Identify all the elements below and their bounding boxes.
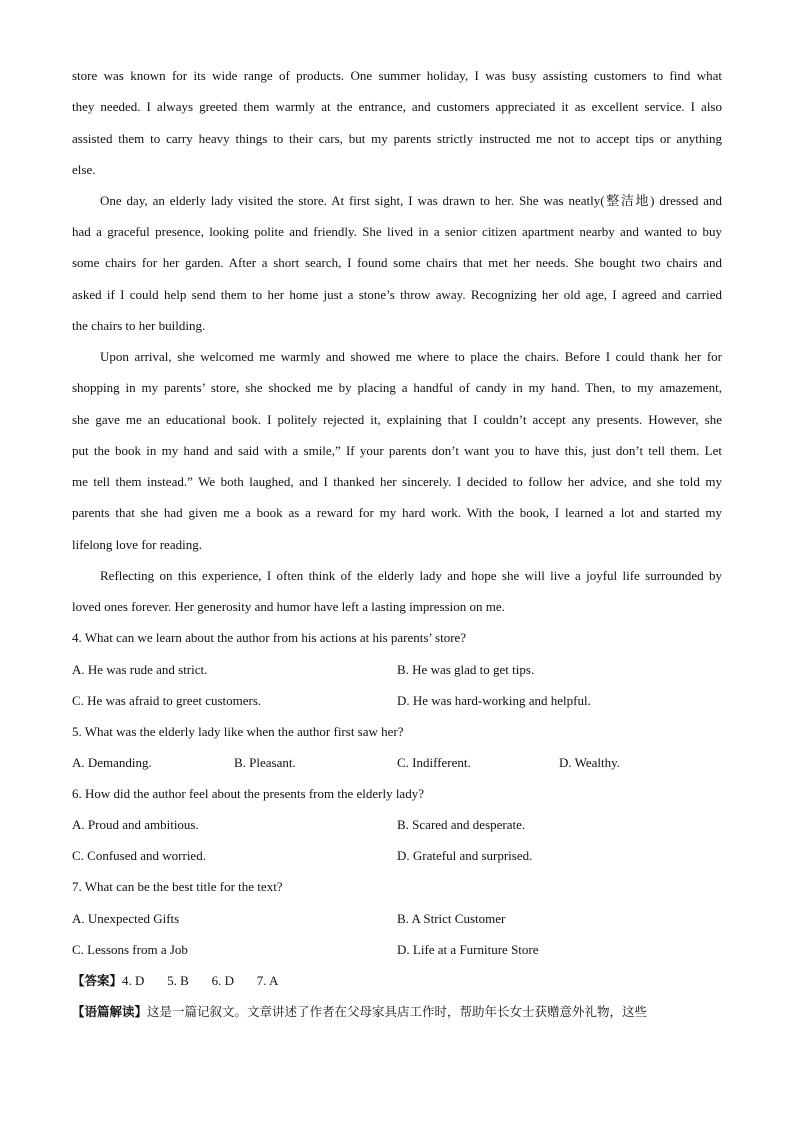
option-c: C. Lessons from a Job [72,942,188,957]
passage-analysis [72,1004,647,1020]
option-d: D. Wealthy. [559,755,621,770]
option-c: C. Indifferent. [397,755,471,770]
option-d: D. Life at a Furniture Store [397,942,539,957]
passage-line: she gave me an educational book. I politely rejected it, explaining that I couldn’t accept any presents. However, she [72,412,722,427]
option-b: B. Pleasant. [234,755,296,770]
option-c: C. Confused and worried. [72,848,206,863]
question-stem: 4. What can we learn about the author from his actions at his parents’ store? [72,630,467,645]
passage-line: some chairs for her garden. After a short search, I found some chairs that met her needs. She bought two chairs and [72,255,722,270]
passage-line: they needed. I always greeted them warmly at the entrance, and customers appreciated it as excellent service. I also [72,99,722,114]
option-d: D. Grateful and surprised. [397,848,533,863]
option-a: A. He was rude and strict. [72,662,208,677]
passage-line: me tell them instead.” We both laughed, and I thanked her sincerely. I decided to follow her advice, and she told my [72,474,722,489]
passage-line: asked if I could help send them to her home just a stone’s throw away. Recognizing her old age, I agreed and carried [72,287,722,302]
passage-line: shopping in my parents’ store, she shocked me by placing a handful of candy in my hand. Then, to my amazement, [72,380,722,395]
passage-line: assisted them to carry heavy things to their cars, but my parents strictly instructed me not to accept tips or anything [72,131,722,146]
option-d: D. He was hard-working and helpful. [397,693,591,708]
passage-line: parents that she had given me a book as a reward for my hard work. With the book, I learned a lot and started my [72,505,722,520]
option-a: A. Demanding. [72,755,152,770]
passage-line: had a graceful presence, looking polite and friendly. She lived in a senior citizen apartment nearby and wanted to buy [72,224,722,239]
passage-line: put the book in my hand and said with a smile,” If your parents don’t want you to have this, just don’t tell them. Let [72,443,722,458]
analysis-text: 这是一篇记叙文。文章讲述了作者在父母家具店工作时，帮助年长女士获赠意外礼物，这些 [147,1004,648,1019]
passage-line: the chairs to her building. [72,318,206,333]
passage-line: lifelong love for reading. [72,537,202,552]
question-stem: 6. How did the author feel about the presents from the elderly lady? [72,786,424,801]
option-b: B. A Strict Customer [397,911,506,926]
option-c: C. He was afraid to greet customers. [72,693,262,708]
option-a: A. Unexpected Gifts [72,911,180,926]
option-b: B. Scared and desperate. [397,817,526,832]
answer-label: 【答案】 [72,973,123,988]
question-stem: 7. What can be the best title for the text? [72,879,283,894]
passage-line: store was known for its wide range of products. One summer holiday, I was busy assisting customers to find what [72,68,722,83]
option-b: B. He was glad to get tips. [397,662,535,677]
option-a: A. Proud and ambitious. [72,817,199,832]
analysis-label: 【语篇解读】 [72,1004,148,1019]
answer-text: 4. D 5. B 6. D 7. A [122,973,279,988]
passage-line: else. [72,162,96,177]
passage-line: Reflecting on this experience, I often think of the elderly lady and hope she will live a joyful life surrounded by [100,568,722,583]
answer-key [72,973,278,989]
passage-line: One day, an elderly lady visited the store. At first sight, I was drawn to her. She was neatly(整洁地) dressed and [100,193,722,208]
passage-line: loved ones forever. Her generosity and humor have left a lasting impression on me. [72,599,505,614]
passage-line: Upon arrival, she welcomed me warmly and showed me where to place the chairs. Before I could thank her for [100,349,722,364]
question-stem: 5. What was the elderly lady like when the author first saw her? [72,724,404,739]
